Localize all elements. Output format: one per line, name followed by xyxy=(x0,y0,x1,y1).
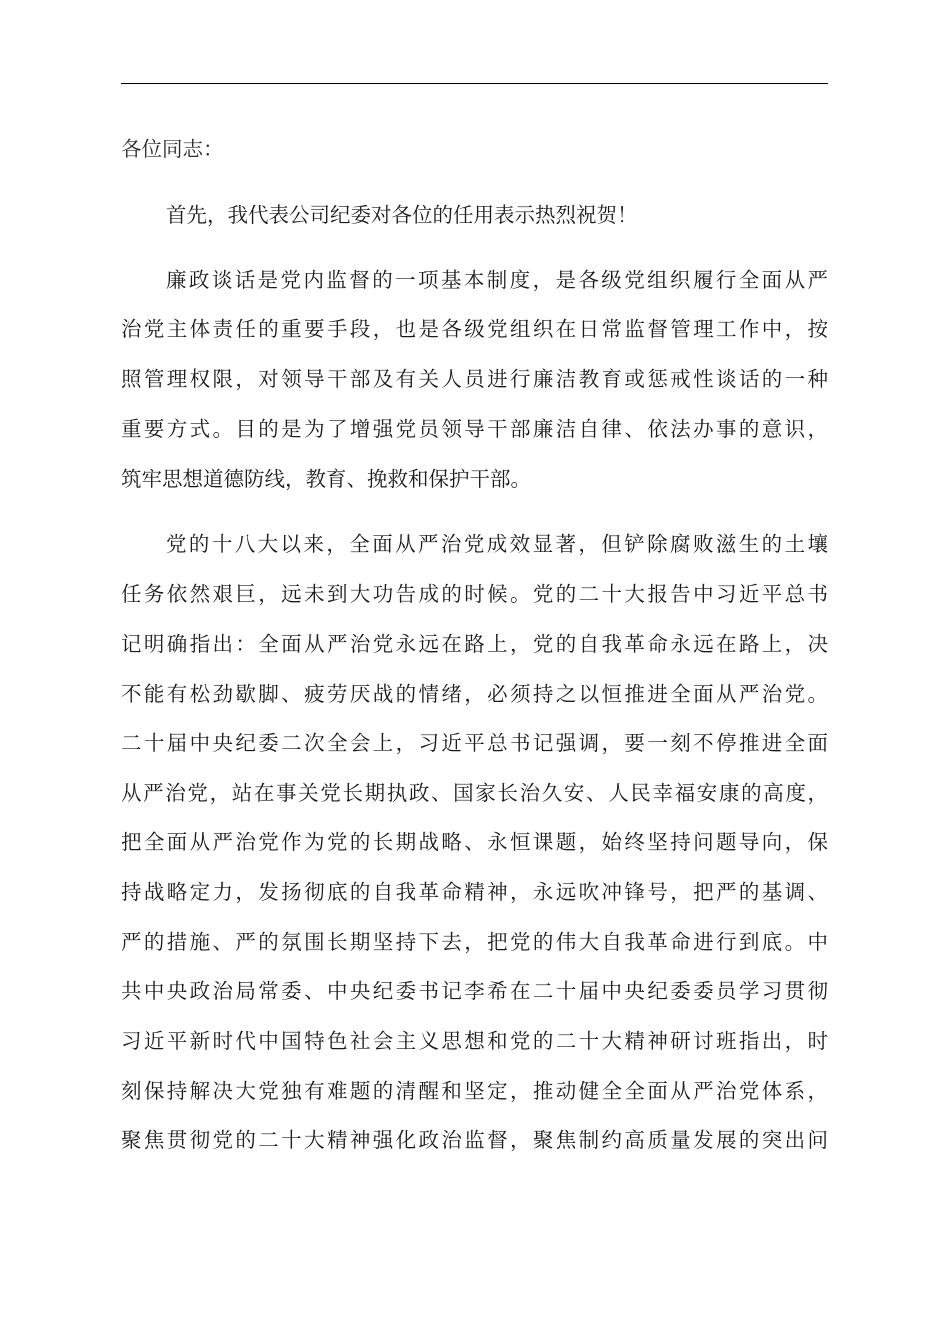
paragraph-line: 持战略定力，发扬彻底的自我革命精神，永远吹冲锋号，把严的基调、 xyxy=(121,880,828,904)
paragraph-line: 记明确指出：全面从严治党永远在路上，党的自我革命永远在路上，决 xyxy=(121,632,828,656)
paragraph-line: 从严治党，站在事关党长期执政、国家长治久安、人民幸福安康的高度， xyxy=(121,781,828,805)
paragraph-line: 筑牢思想道德防线，教育、挽救和保护干部。 xyxy=(121,467,531,491)
salutation: 各位同志： xyxy=(121,137,224,161)
paragraph-line: 习近平新时代中国特色社会主义思想和党的二十大精神研讨班指出，时 xyxy=(121,1029,828,1053)
paragraph-line: 治党主体责任的重要手段，也是各级党组织在日常监督管理工作中，按 xyxy=(121,317,828,341)
header-rule xyxy=(121,83,828,84)
paragraph-line: 把全面从严治党作为党的长期战略、永恒课题，始终坚持问题导向，保 xyxy=(121,830,828,854)
paragraph-line: 首先，我代表公司纪委对各位的任用表示热烈祝贺！ xyxy=(166,203,638,227)
paragraph-line: 廉政谈话是党内监督的一项基本制度，是各级党组织履行全面从严 xyxy=(166,268,828,292)
paragraph-line: 重要方式。目的是为了增强党员领导干部廉洁自律、依法办事的意识， xyxy=(121,417,828,441)
paragraph-line: 任务依然艰巨，远未到大功告成的时候。党的二十大报告中习近平总书 xyxy=(121,582,828,606)
paragraph-line: 二十届中央纪委二次全会上，习近平总书记强调，要一刻不停推进全面 xyxy=(121,731,828,755)
paragraph-line: 严的措施、严的氛围长期坚持下去，把党的伟大自我革命进行到底。中 xyxy=(121,930,828,954)
paragraph-line: 共中央政治局常委、中央纪委书记李希在二十届中央纪委委员学习贯彻 xyxy=(121,979,828,1003)
paragraph-line: 聚焦贯彻党的二十大精神强化政治监督，聚焦制约高质量发展的突出问 xyxy=(121,1128,828,1152)
paragraph-line: 不能有松劲歇脚、疲劳厌战的情绪，必须持之以恒推进全面从严治党。 xyxy=(121,682,828,706)
paragraph-line: 党的十八大以来，全面从严治党成效显著，但铲除腐败滋生的土壤 xyxy=(166,532,828,556)
paragraph-line: 照管理权限，对领导干部及有关人员进行廉洁教育或惩戒性谈话的一种 xyxy=(121,367,828,391)
paragraph-line: 刻保持解决大党独有难题的清醒和坚定，推动健全全面从严治党体系， xyxy=(121,1079,828,1103)
